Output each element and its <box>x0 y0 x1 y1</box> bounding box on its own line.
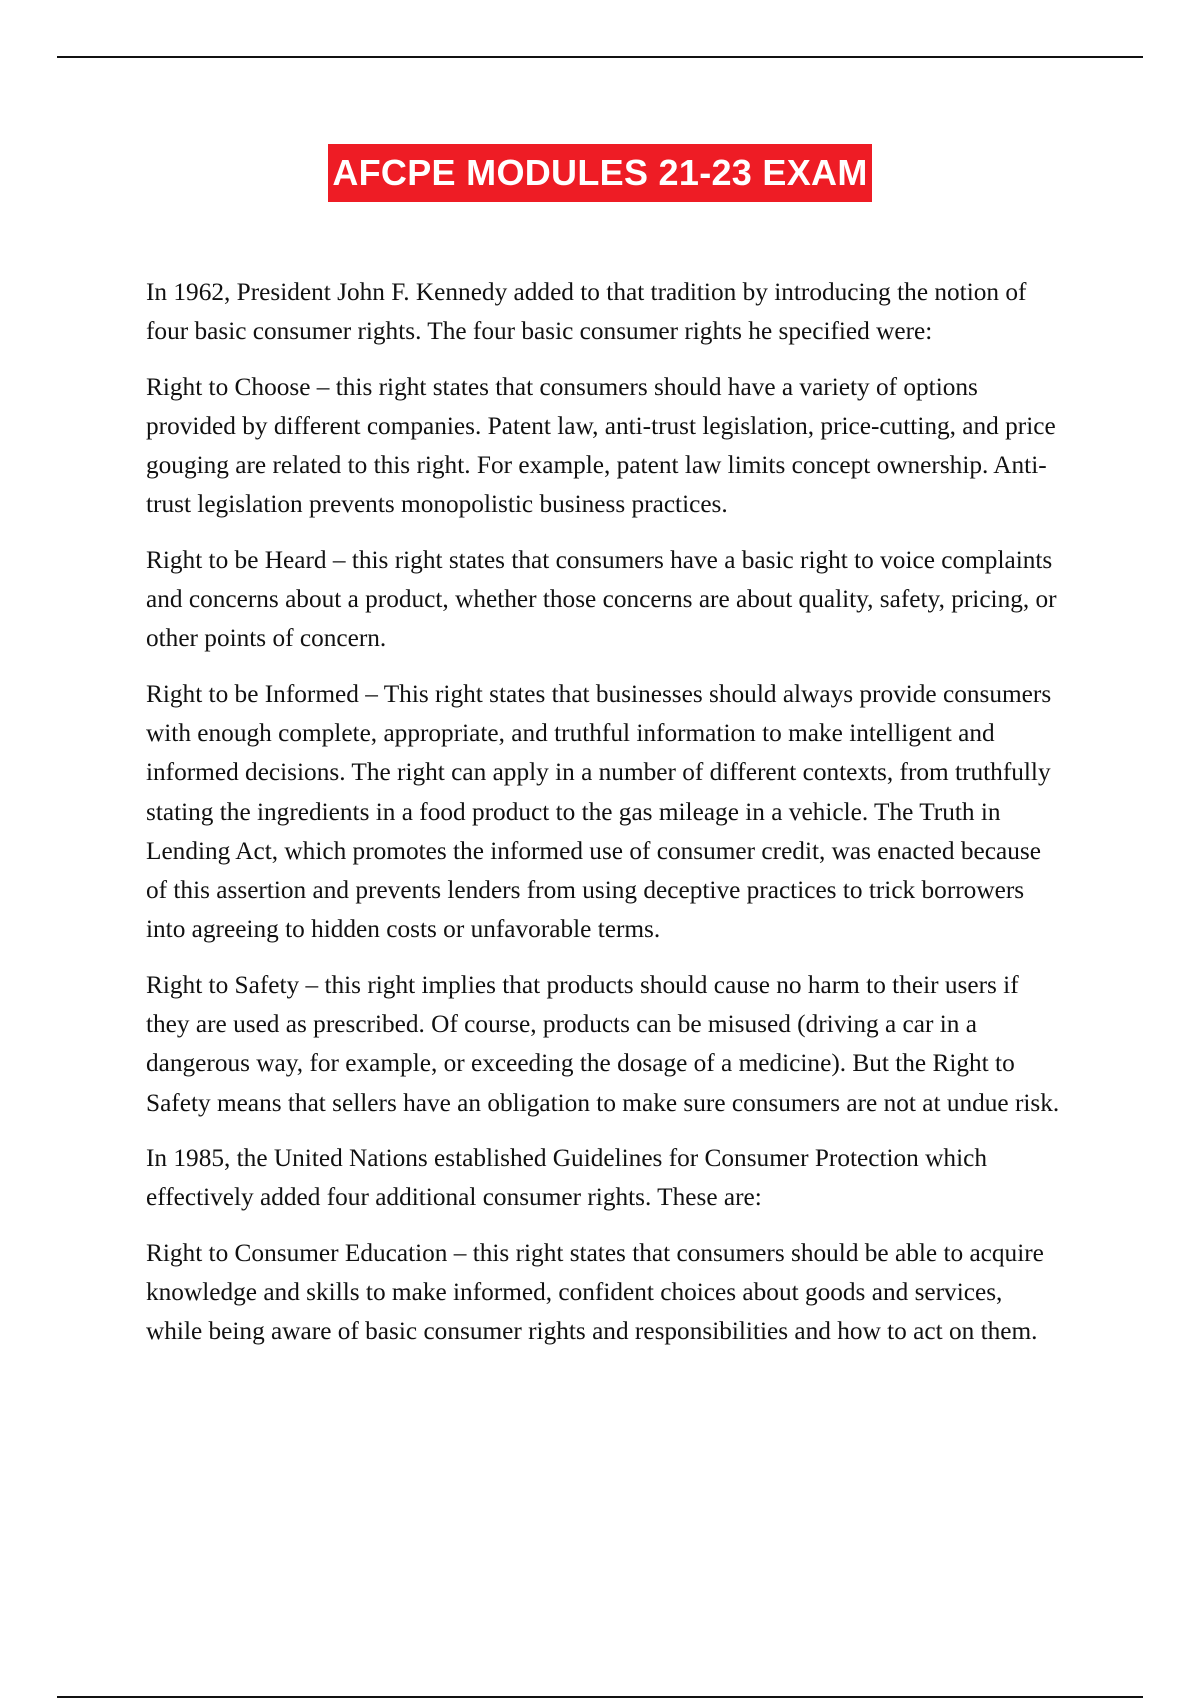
bottom-rule <box>57 1696 1143 1698</box>
document-title: AFCPE MODULES 21-23 EXAM <box>328 144 871 202</box>
paragraph-right-to-choose: Right to Choose – this right states that consumers should have a variety of options provided by different companies. Patent law, anti-trust legislation, price-cutting, and price gouging are related to this right. For example, patent law limits concept ownership. Anti-trust legislation prevents monopolistic business practices. <box>146 372 1056 519</box>
paragraph-right-to-safety: Right to Safety – this right implies that products should cause no harm to their users if they are used as prescribed. Of course, products can be misused (driving a car in a dangerous way, for example, or exceeding the dosage of a medicine). But the Right to Safety means that sellers have an obligation to make sure consumers are not at undue risk. <box>146 970 1060 1117</box>
title-block <box>0 144 1200 202</box>
paragraph-right-to-consumer-education: Right to Consumer Education – this right states that consumers should be able to acquire knowledge and skills to make informed, confident choices about goods and services, while being aware of basic consumer rights and responsibilities and how to act on them. <box>146 1238 1044 1346</box>
paragraph-right-to-be-informed: Right to be Informed – This right states that businesses should always provide consumers with enough complete, appropriate, and truthful information to make intelligent and informed decisions. The right can apply in a number of different contexts, from truthfully stating the ingredients in a food product to the gas mileage in a vehicle. The Truth in Lending Act, which promotes the informed use of consumer credit, was enacted because of this assertion and prevents lenders from using deceptive practices to trick borrowers into agreeing to hidden costs or unfavorable terms. <box>146 679 1052 944</box>
paragraph-intro-1962: In 1962, President John F. Kennedy added to that tradition by introducing the notion of four basic consumer rights. The four basic consumer rights he specified were: <box>146 278 1027 346</box>
paragraph-intro-1985: In 1985, the United Nations established Guidelines for Consumer Protection which effectively added four additional consumer rights. These are: <box>146 1143 987 1212</box>
paragraph-right-to-be-heard: Right to be Heard – this right states that consumers have a basic right to voice complaints and concerns about a product, whether those concerns are about quality, safety, pricing, or other points of concern. <box>146 545 1057 653</box>
top-rule <box>57 56 1143 58</box>
document-body <box>146 273 1061 1367</box>
